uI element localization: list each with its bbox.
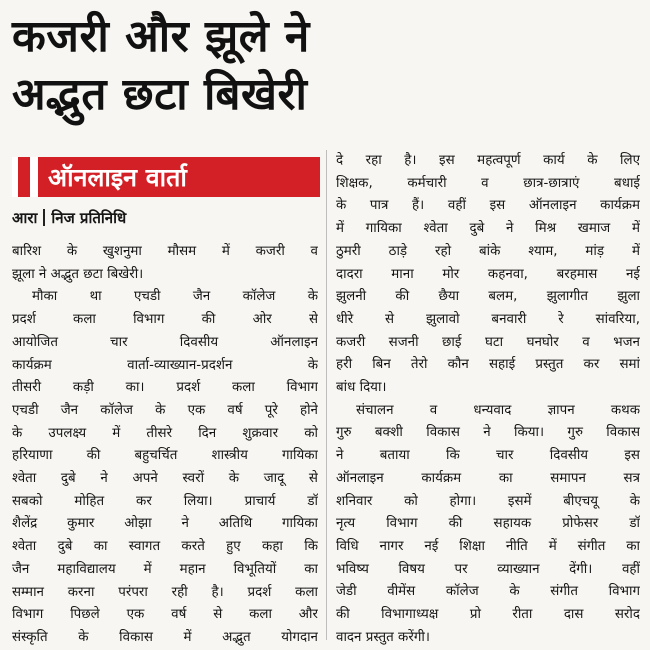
section-label: ऑनलाइन वार्ता [48, 163, 187, 192]
article-line: सम्मान करना परंपरा रही है। प्रदर्श कला [12, 584, 318, 600]
article-line: मौका था एचडी जैन कॉलेज के [32, 289, 318, 305]
article-line: वादन प्रस्तुत करेंगी। [336, 629, 430, 645]
article-line: विभाग पिछले एक वर्ष से कला और [12, 607, 318, 623]
article-line: ठुमरी ठाड़े रहो बांके श्याम, मांड़ में [336, 243, 640, 259]
article-line: श्वेता दुबे का स्वागत करते हुए कहा कि [12, 539, 318, 555]
byline-separator [43, 209, 45, 226]
article-line: ऑनलाइन कार्यक्रम का समापन सत्र [336, 470, 640, 486]
article-line: में गायिका श्वेता दुबे ने मिश्र खमाज में [336, 221, 640, 237]
article-line: संचालन व धन्यवाद ज्ञापन कथक [356, 402, 640, 418]
article-line: हरियाणा की बहुचर्चित शास्त्रीय गायिका [12, 448, 318, 464]
section-label-banner [12, 157, 320, 197]
article-line: के पात्र हैं। वहीं इस ऑनलाइन कार्यक्रम [336, 198, 640, 214]
article-line: बांध दिया। [336, 380, 387, 396]
article-column-right [336, 150, 640, 649]
article-line: आयोजित चार दिवसीय ऑनलाइन [12, 334, 318, 350]
headline-line-2: अद्भुत छटा बिखेरी [12, 69, 308, 120]
article-line: धीरे से झुलावो बनवारी रे सांवरिया, [336, 311, 640, 327]
article-line: शैलेंद्र कुमार ओझा ने अतिथि गायिका [12, 516, 318, 532]
article-line: एचडी जैन कॉलेज के एक वर्ष पूरे होने [12, 402, 318, 418]
byline-reporter: निज प्रतिनिधि [51, 209, 127, 227]
article-line: हरी बिन तेरो कौन सहाई प्रस्तुत कर समां [336, 357, 640, 373]
article-line: झूला ने अद्भुत छटा बिखेरी। [12, 266, 144, 282]
article-line: झुलनी की छैया बलम, झुलागीत झुला [336, 289, 640, 305]
article-line: ने बताया कि चार दिवसीय इस [336, 448, 640, 464]
article-line: कार्यक्रम वार्ता-व्याख्यान-प्रदर्शन के [12, 357, 318, 373]
article-line: जैन महाविद्यालय में महान विभूतियों का [12, 561, 318, 577]
article-line: शनिवार को होगा। इसमें बीएचयू के [336, 493, 640, 509]
article-line: गुरु बक्शी विकास ने किया। गुरु विकास [336, 425, 640, 441]
article-line: के उपलक्ष्य में तीसरे दिन शुक्रवार को [12, 425, 318, 441]
article-line: दादरा माना मोर कहनवा, बरहमास नई [336, 266, 640, 282]
article-line: तीसरी कड़ी का। प्रदर्श कला विभाग [12, 380, 318, 396]
article-line: सबको मोहित कर लिया। प्राचार्य डॉ [12, 493, 318, 509]
article-line: भविष्य विषय पर व्याख्यान देंगी। वहीं [336, 561, 640, 577]
article-line: कजरी सजनी छाई घटा घनघोर व भजन [336, 334, 640, 350]
banner-mark-icon [12, 157, 38, 197]
article-line: जेडी वीमेंस कॉलेज के संगीत विभाग [336, 584, 640, 600]
byline-city: आरा [12, 209, 38, 227]
article-column-left [12, 241, 318, 650]
article-line: नृत्य विभाग की सहायक प्रोफेसर डॉ [336, 516, 640, 532]
article-line: शिक्षक, कर्मचारी व छात्र-छात्राएं बधाई [336, 175, 640, 191]
article-line: प्रदर्श कला विभाग की ओर से [12, 312, 318, 328]
byline [12, 208, 320, 228]
column-divider [326, 150, 327, 640]
article-line: विधि नागर नई शिक्षा नीति में संगीत का [336, 538, 640, 554]
headline [12, 8, 642, 124]
article-line: दे रहा है। इस महत्वपूर्ण कार्य के लिए [336, 153, 640, 168]
article-line: बारिश के खुशनुमा मौसम में कजरी व [12, 244, 318, 259]
article-line: श्वेता दुबे ने अपने स्वरों के जादू से [12, 471, 318, 487]
article-line: संस्कृति के विकास में अद्भुत योगदान [12, 629, 318, 645]
headline-line-1: कजरी और झूले ने [12, 11, 310, 62]
article-line: की विभागाध्यक्ष प्रो रीता दास सरोद [336, 607, 640, 623]
